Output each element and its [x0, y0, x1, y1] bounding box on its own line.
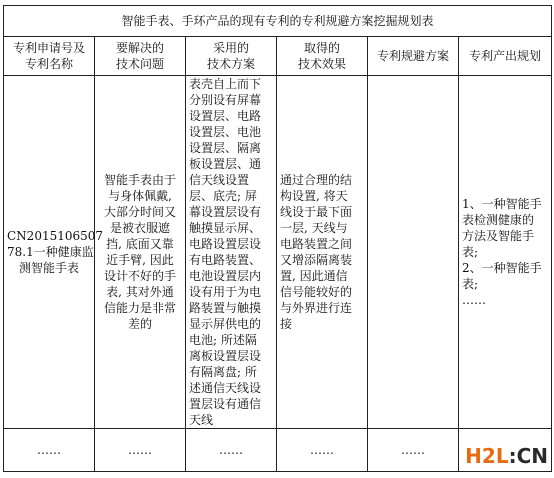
column-header-line: 专利规避方案 — [376, 49, 449, 63]
problem-line: 表, 其对外通 — [106, 285, 174, 299]
patent-line: CN2015106507 — [7, 229, 104, 243]
patent-plan-table — [3, 5, 552, 472]
effect-line: 与外界进行连 — [280, 301, 353, 315]
problem-line: 差的 — [127, 317, 152, 331]
patent-line: 78.1一种健康监 — [7, 245, 94, 259]
table-title: 智能手表、手环产品的现有专利的专利规避方案挖掘规划表 — [4, 6, 552, 37]
output-line: …… — [462, 293, 486, 307]
footer-cell-2: …… — [95, 429, 186, 472]
solution-line: 设置层、电池 — [189, 125, 262, 139]
effect-line: 构设置, 将天 — [280, 189, 348, 203]
column-header-line: 专利名称 — [24, 57, 73, 71]
solution-line: 触摸显示屏、 — [189, 221, 262, 235]
cell-avoidance — [368, 76, 459, 429]
effect-line: 一层, 天线与 — [280, 221, 348, 235]
column-header-line: 要解决的 — [115, 41, 164, 55]
column-header-3 — [186, 37, 277, 76]
column-header-line: 专利产出规划 — [469, 49, 542, 63]
effect-line: 线设于最下面 — [280, 205, 353, 219]
problem-line: 信能力是非常 — [103, 301, 176, 315]
column-header-6 — [459, 37, 552, 76]
footer-cell-4: …… — [277, 429, 368, 472]
column-header-line: 取得的 — [303, 41, 340, 55]
column-header-1 — [4, 37, 95, 76]
solution-line: 天线 — [189, 413, 214, 427]
problem-line: 设计不好的手 — [103, 269, 176, 283]
solution-line: 置层设有通信 — [189, 397, 262, 411]
watermark-part2: :CN — [508, 444, 548, 468]
effect-line: 置, 因此通信 — [280, 269, 348, 283]
solution-line: 设置层、隔离 — [189, 141, 262, 155]
solution-line: 信天线设置 — [189, 173, 250, 187]
problem-line: 与身体佩戴, — [108, 189, 172, 203]
solution-line: 显示屏供电的 — [189, 317, 262, 331]
effect-line: 信号能较好的 — [280, 285, 353, 299]
solution-line: 有电路装置、 — [189, 253, 262, 267]
output-line: 2、一种智能手 — [462, 261, 542, 275]
solution-line: 路装置与触摸 — [189, 301, 262, 315]
solution-line: 设置层、电路 — [189, 109, 262, 123]
column-header-2 — [95, 37, 186, 76]
patent-plan-table-container — [3, 5, 551, 475]
solution-line: 电池; 所述隔 — [189, 333, 257, 347]
output-line: 表; — [462, 277, 479, 291]
column-header-line: 技术效果 — [297, 57, 346, 71]
column-header-line: 采用的 — [212, 41, 249, 55]
problem-line: 大部分时间又 — [103, 205, 176, 219]
footer-cell-5: …… — [368, 429, 459, 472]
output-line: 方法及智能手 — [462, 229, 535, 243]
solution-line: 板设置层、通 — [189, 157, 262, 171]
table-row — [4, 76, 552, 429]
column-header-line: 技术问题 — [115, 57, 164, 71]
problem-line: 是被衣服遮 — [109, 221, 170, 235]
solution-line: 层、底壳; 屏 — [189, 189, 257, 203]
cell-effect — [277, 76, 368, 429]
column-header-5 — [368, 37, 459, 76]
effect-line: 接 — [280, 317, 293, 331]
output-line: 1、一种智能手 — [462, 197, 542, 211]
solution-line: 离板设置层设 — [189, 349, 262, 363]
footer-cell-1: …… — [4, 429, 95, 472]
solution-line: 设有用于为电 — [189, 285, 262, 299]
solution-line: 幕设置层设有 — [189, 205, 262, 219]
solution-line: 有隔离盘; 所 — [189, 365, 257, 379]
solution-line: 述通信天线设 — [189, 381, 262, 395]
cell-problem — [95, 76, 186, 429]
cell-output — [459, 76, 552, 429]
effect-line: 通过合理的结 — [280, 173, 353, 187]
solution-line: 分别设有屏幕 — [189, 93, 262, 107]
output-line: 表检测健康的 — [462, 213, 535, 227]
h2l-watermark-logo — [465, 444, 548, 468]
watermark-part1: H2L — [465, 444, 509, 468]
output-line: 表; — [462, 245, 479, 259]
column-header-line: 技术方案 — [206, 57, 255, 71]
effect-line: 又增添隔离装 — [280, 253, 353, 267]
solution-line: 电路设置层设 — [189, 237, 262, 251]
cell-patent — [4, 76, 104, 429]
problem-line: 智能手表由于 — [103, 173, 176, 187]
column-header-4 — [277, 37, 368, 76]
solution-line: 电池设置层内 — [189, 269, 262, 283]
patent-line: 测智能手表 — [18, 261, 79, 275]
effect-line: 电路装置之间 — [280, 237, 353, 251]
column-header-line: 专利申请号及 — [12, 41, 85, 55]
cell-solution — [186, 76, 277, 429]
footer-cell-3: …… — [186, 429, 277, 472]
header-row — [4, 37, 552, 76]
solution-line: 表壳自上而下 — [189, 77, 262, 91]
problem-line: 近手臂, 因此 — [106, 253, 174, 267]
problem-line: 挡, 底面又靠 — [106, 237, 174, 251]
